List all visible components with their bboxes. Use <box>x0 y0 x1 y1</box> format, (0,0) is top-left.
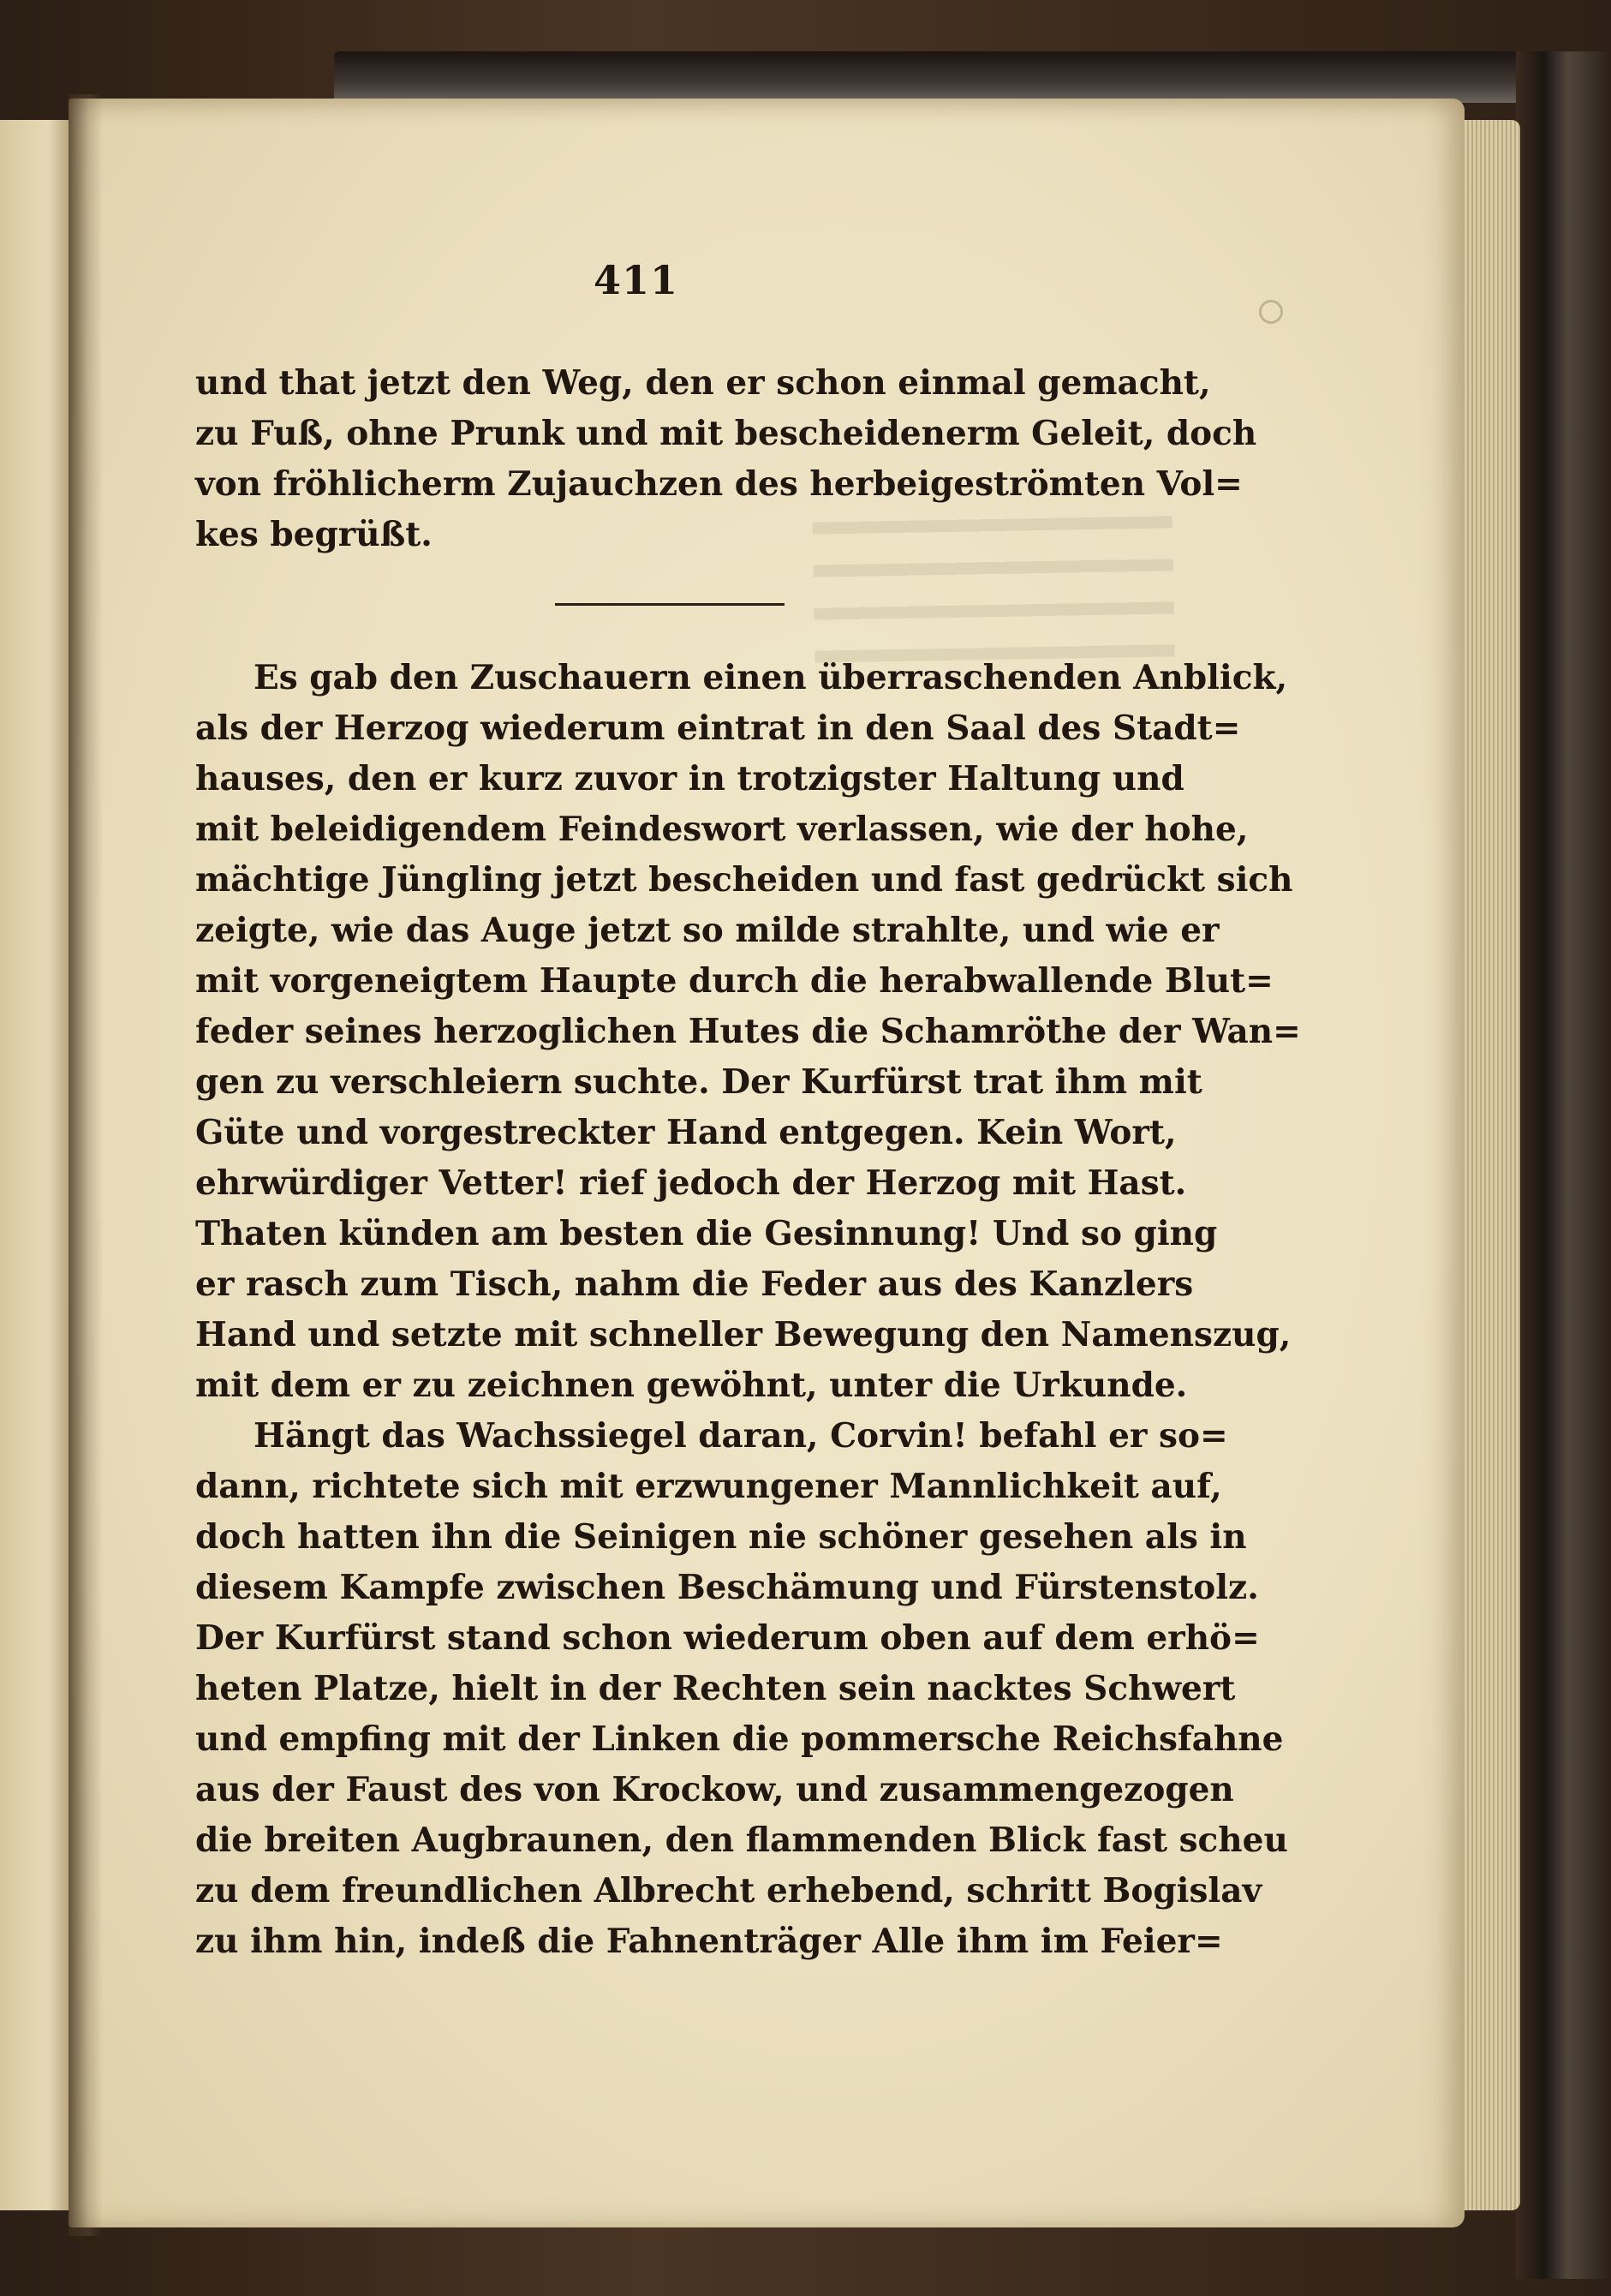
text-line: er rasch zum Tisch, nahm die Feder aus des Kanzlers <box>195 1265 1194 1304</box>
text-line: mit vorgeneigtem Haupte durch die herabwallende Blut= <box>195 961 1274 1001</box>
section-divider <box>555 603 785 606</box>
paragraph-2 <box>195 653 1301 1967</box>
text-line: Es gab den Zuschauern einen überraschenden Anblick, <box>254 658 1288 697</box>
text-line: zu dem freundlichen Albrecht erhebend, schritt Bogislav <box>195 1871 1262 1910</box>
text-line: zu ihm hin, indeß die Fahnenträger Alle ihm im Feier= <box>195 1922 1223 1961</box>
page-number: 411 <box>593 257 679 303</box>
text-line: mit dem er zu zeichnen gewöhnt, unter die Urkunde. <box>195 1366 1188 1405</box>
text-line: Hand und setzte mit schneller Bewegung den Namenszug, <box>195 1315 1292 1354</box>
text-line: Hängt das Wachssiegel daran, Corvin! befahl er so= <box>254 1416 1228 1456</box>
text-line: heten Platze, hielt in der Rechten sein nacktes Schwert <box>195 1669 1236 1708</box>
paragraph-1 <box>195 358 1257 560</box>
text-line: mächtige Jüngling jetzt bescheiden und fast gedrückt sich <box>195 860 1293 900</box>
text-line: zu Fuß, ohne Prunk und mit bescheidenerm Geleit, doch <box>195 414 1257 453</box>
text-line: diesem Kampfe zwischen Beschämung und Fürstenstolz. <box>195 1568 1259 1607</box>
text-line: und that jetzt den Weg, den er schon einmal gemacht, <box>195 363 1211 403</box>
book-cover-top <box>334 51 1550 103</box>
text-line: doch hatten ihn die Seinigen nie schöner gesehen als in <box>195 1517 1247 1557</box>
page-gutter-shadow <box>69 94 103 2236</box>
text-line: Güte und vorgestreckter Hand entgegen. Kein Wort, <box>195 1113 1177 1152</box>
text-line: hauses, den er kurz zuvor in trotzigster Haltung und <box>195 759 1184 798</box>
text-line: gen zu verschleiern suchte. Der Kurfürst trat ihm mit <box>195 1062 1202 1102</box>
book-cover-spine-edge <box>1516 51 1610 2279</box>
text-line: als der Herzog wiederum eintrat in den Saal des Stadt= <box>195 709 1241 748</box>
page-stack-edges <box>1456 120 1520 2210</box>
text-line: ehrwürdiger Vetter! rief jedoch der Herzog mit Hast. <box>195 1163 1187 1203</box>
previous-page-edge <box>0 120 71 2210</box>
text-line: kes begrüßt. <box>195 515 433 554</box>
text-line: zeigte, wie das Auge jetzt so milde strahlte, und wie er <box>195 911 1220 950</box>
text-line: die breiten Augbraunen, den flammenden Blick fast scheu <box>195 1821 1288 1860</box>
text-line: Thaten künden am besten die Gesinnung! Und so ging <box>195 1214 1218 1253</box>
text-line: Der Kurfürst stand schon wiederum oben auf dem erhö= <box>195 1618 1260 1658</box>
text-line: dann, richtete sich mit erzwungener Mannlichkeit auf, <box>195 1467 1222 1506</box>
text-line: mit beleidigendem Feindeswort verlassen, wie der hohe, <box>195 810 1249 849</box>
paper-spot <box>1259 300 1283 324</box>
text-line: von fröhlicherm Zujauchzen des herbeigeströmten Vol= <box>195 464 1243 504</box>
text-line: aus der Faust des von Krockow, und zusammengezogen <box>195 1770 1234 1809</box>
text-line: feder seines herzoglichen Hutes die Schamröthe der Wan= <box>195 1012 1301 1051</box>
text-line: und empfing mit der Linken die pommersche Reichsfahne <box>195 1719 1284 1759</box>
